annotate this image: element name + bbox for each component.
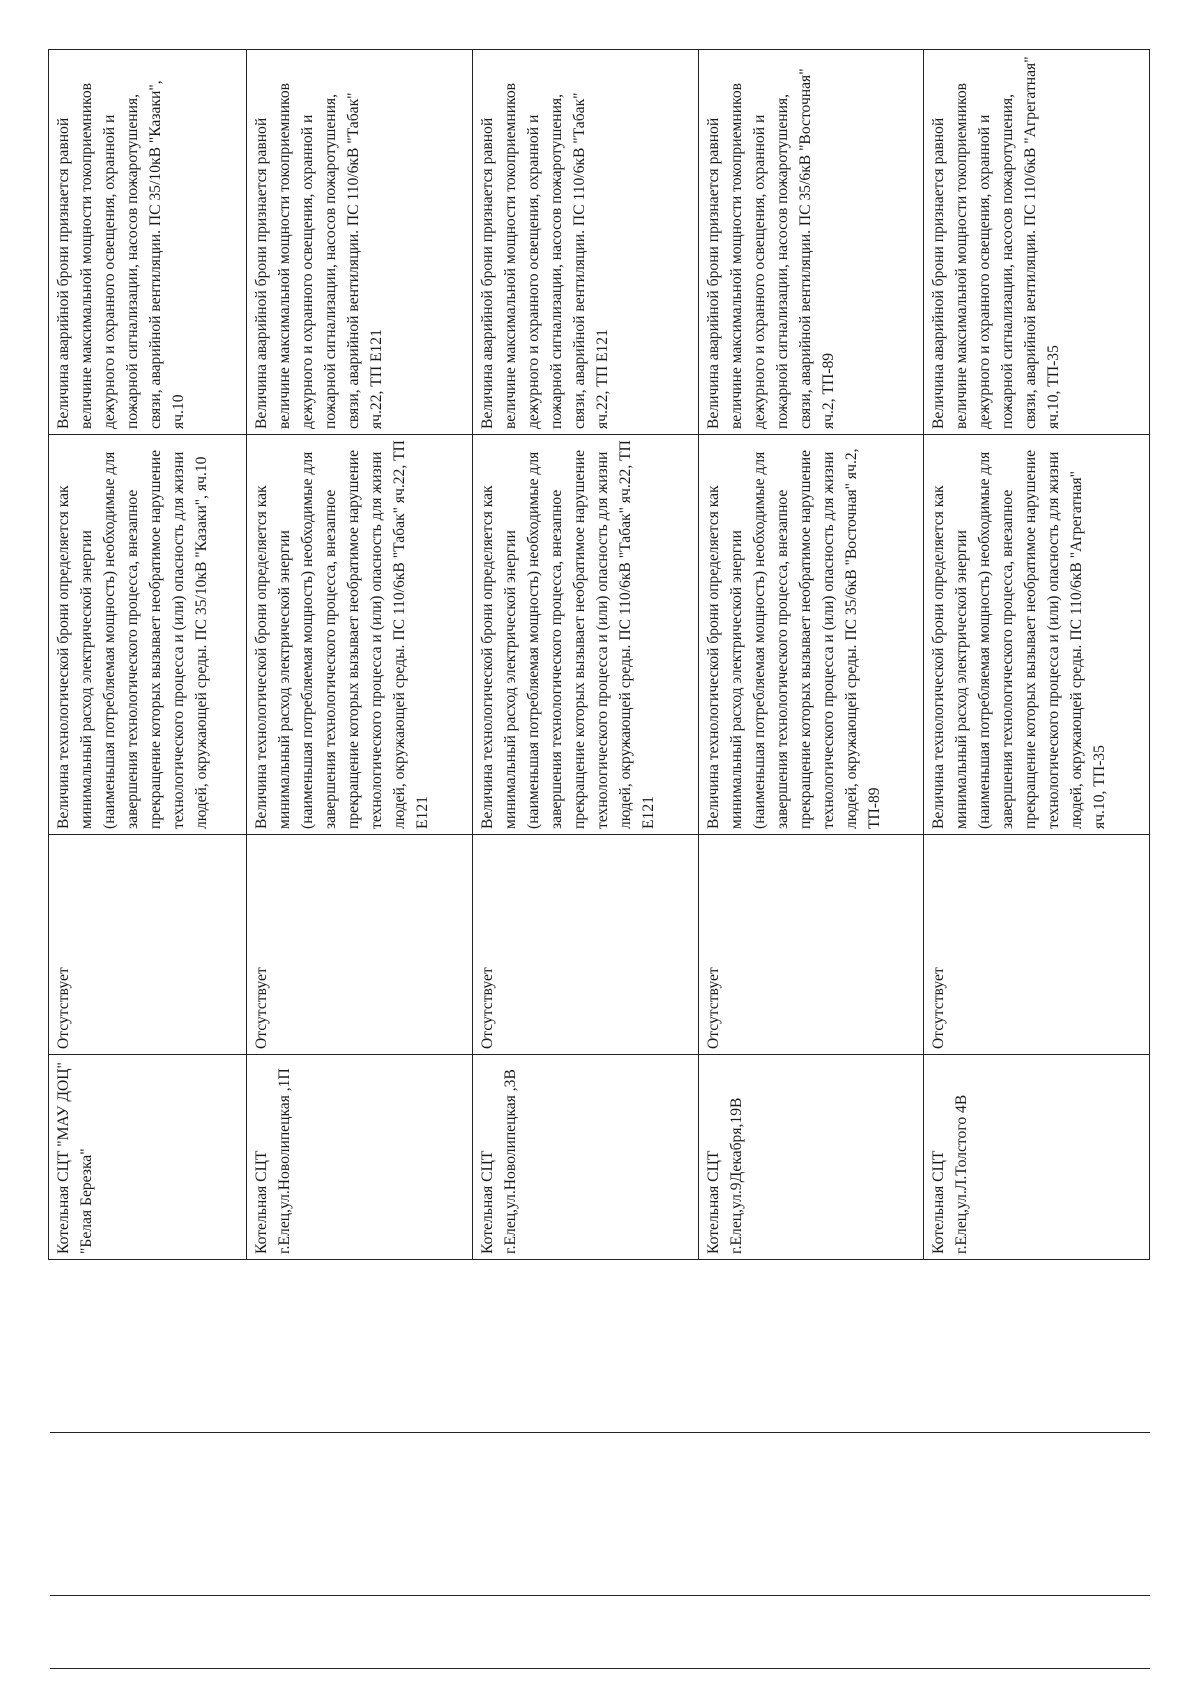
table-row (49, 50, 247, 1260)
cell-boiler-name: Котельная СЦТ г.Елец,ул.9Декабря,19В (698, 1055, 924, 1260)
cell-reserve: Отсутствует (473, 835, 699, 1055)
table-row (698, 50, 924, 1260)
cell-boiler-name: Котельная СЦТ "МАУ ДОЦ" "Белая Березка" (49, 1055, 247, 1260)
cell-tech-reserve: Величина технологической брони определяется как минимальный расход электрической энергии (наименьшая потребляемая мощность) необходимые для завершения технологического процесса, внезапное прекращение которых вызывает необратимое нарушение технологического процесса и (или) опасность для жизни людей, окружающей среды. ПС 110/6кВ "Табак" яч.22, ТП Е121 (473, 435, 699, 835)
divider-line (50, 1668, 1150, 1669)
cell-boiler-name: Котельная СЦТ г.Елец,ул.Новолипецкая ,3В (473, 1055, 699, 1260)
cell-emergency-reserve: Величина аварийной брони признается равной величине максимальной мощности токоприемников дежурного и охранного освещения, охранной и пожарной сигнализации, насосов пожаротушения, связи, аварийной вентиляции. ПС 110/6кВ "Табак" яч.22, ТП Е121 (247, 50, 473, 435)
cell-reserve: Отсутствует (924, 835, 1150, 1055)
table-row (473, 50, 699, 1260)
cell-boiler-name: Котельная СЦТ г.Елец,ул.Л.Толстого 4В (924, 1055, 1150, 1260)
cell-reserve: Отсутствует (49, 835, 247, 1055)
power-reserve-table (48, 49, 1150, 1260)
cell-emergency-reserve: Величина аварийной брони признается равной величине максимальной мощности токоприемников дежурного и охранного освещения, охранной и пожарной сигнализации, насосов пожаротушения, связи, аварийной вентиляции. ПС 110/6кВ "Агрегатная" яч.10, ТП-35 (924, 50, 1150, 435)
cell-reserve: Отсутствует (698, 835, 924, 1055)
table-row (924, 50, 1150, 1260)
cell-tech-reserve: Величина технологической брони определяется как минимальный расход электрической энергии (наименьшая потребляемая мощность) необходимые для завершения технологического процесса, внезапное прекращение которых вызывает необратимое нарушение технологического процесса и (или) опасность для жизни людей, окружающей среды. ПС 35/10кВ "Казаки", яч.10 (49, 435, 247, 835)
divider-line (50, 1595, 1150, 1596)
rotated-table-wrapper (48, 50, 1150, 1260)
cell-reserve: Отсутствует (247, 835, 473, 1055)
cell-tech-reserve: Величина технологической брони определяется как минимальный расход электрической энергии (наименьшая потребляемая мощность) необходимые для завершения технологического процесса, внезапное прекращение которых вызывает необратимое нарушение технологического процесса и (или) опасность для жизни людей, окружающей среды. ПС 110/6кВ "Агрегатная" яч.10, ТП-35 (924, 435, 1150, 835)
cell-emergency-reserve: Величина аварийной брони признается равной величине максимальной мощности токоприемников дежурного и охранного освещения, охранной и пожарной сигнализации, насосов пожаротушения, связи, аварийной вентиляции. ПС 35/10кВ "Казаки", яч.10 (49, 50, 247, 435)
cell-tech-reserve: Величина технологической брони определяется как минимальный расход электрической энергии (наименьшая потребляемая мощность) необходимые для завершения технологического процесса, внезапное прекращение которых вызывает необратимое нарушение технологического процесса и (или) опасность для жизни людей, окружающей среды. ПС 35/6кВ "Восточная" яч.2, ТП-89 (698, 435, 924, 835)
cell-tech-reserve: Величина технологической брони определяется как минимальный расход электрической энергии (наименьшая потребляемая мощность) необходимые для завершения технологического процесса, внезапное прекращение которых вызывает необратимое нарушение технологического процесса и (или) опасность для жизни людей, окружающей среды. ПС 110/6кВ "Табак" яч.22, ТП Е121 (247, 435, 473, 835)
cell-boiler-name: Котельная СЦТ г.Елец,ул.Новолипецкая ,1П (247, 1055, 473, 1260)
divider-line (50, 1432, 1150, 1433)
table-row (247, 50, 473, 1260)
cell-emergency-reserve: Величина аварийной брони признается равной величине максимальной мощности токоприемников дежурного и охранного освещения, охранной и пожарной сигнализации, насосов пожаротушения, связи, аварийной вентиляции. ПС 110/6кВ "Табак" яч.22, ТП Е121 (473, 50, 699, 435)
cell-emergency-reserve: Величина аварийной брони признается равной величине максимальной мощности токоприемников дежурного и охранного освещения, охранной и пожарной сигнализации, насосов пожаротушения, связи, аварийной вентиляции. ПС 35/6кВ "Восточная" яч.2, ТП-89 (698, 50, 924, 435)
